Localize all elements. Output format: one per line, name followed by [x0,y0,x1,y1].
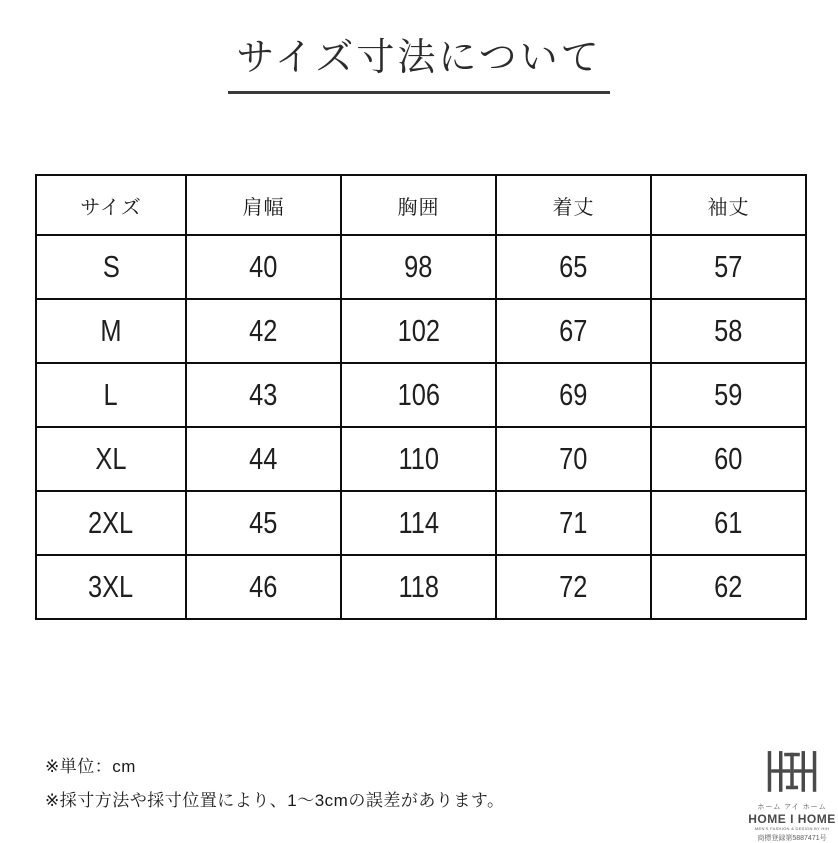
size-table-header-row [36,175,806,235]
cell-value: 42 [186,299,341,363]
col-header-chest: 胸囲 [341,175,496,235]
cell-size: L [36,363,186,427]
col-header-length: 着丈 [496,175,651,235]
cell-value: 59 [651,363,806,427]
footnotes [45,750,504,818]
logo-katakana: ホーム アイ ホーム [757,804,827,811]
note-tolerance: ※採寸方法や採寸位置により、1～3cmの誤差があります。 [45,791,505,810]
cell-value: 40 [186,235,341,299]
cell-size: 3XL [36,555,186,619]
cell-value: 71 [496,491,651,555]
cell-value: 45 [186,491,341,555]
cell-value: 65 [496,235,651,299]
hih-monogram-icon [766,744,818,798]
logo-tagline: MEN'S FASHION & DESIGN BY HIH [754,826,830,831]
cell-value: 57 [651,235,806,299]
brand-logo [747,744,837,843]
cell-value: 72 [496,555,651,619]
cell-value: 110 [341,427,496,491]
table-row [36,235,806,299]
cell-value: 58 [651,299,806,363]
cell-size: 2XL [36,491,186,555]
cell-size: M [36,299,186,363]
col-header-sleeve: 袖丈 [651,175,806,235]
cell-value: 70 [496,427,651,491]
col-header-size: サイズ [36,175,186,235]
col-header-shoulder: 肩幅 [186,175,341,235]
cell-value: 69 [496,363,651,427]
cell-value: 98 [341,235,496,299]
logo-brand-name: HOME I HOME [748,812,836,826]
table-row [36,555,806,619]
cell-value: 61 [651,491,806,555]
page-title: サイズ寸法について [228,26,609,94]
cell-value: 67 [496,299,651,363]
table-row [36,491,806,555]
cell-size: XL [36,427,186,491]
page-title-wrap [0,26,838,94]
cell-value: 114 [341,491,496,555]
table-row [36,299,806,363]
cell-value: 46 [186,555,341,619]
cell-value: 106 [341,363,496,427]
note-unit: ※単位：cm [45,757,136,776]
cell-value: 43 [186,363,341,427]
table-row [36,363,806,427]
cell-value: 44 [186,427,341,491]
table-row [36,427,806,491]
logo-trademark: 商標登録第5887471号 [757,835,827,842]
cell-size: S [36,235,186,299]
cell-value: 60 [651,427,806,491]
cell-value: 118 [341,555,496,619]
size-table [35,174,807,620]
cell-value: 62 [651,555,806,619]
cell-value: 102 [341,299,496,363]
